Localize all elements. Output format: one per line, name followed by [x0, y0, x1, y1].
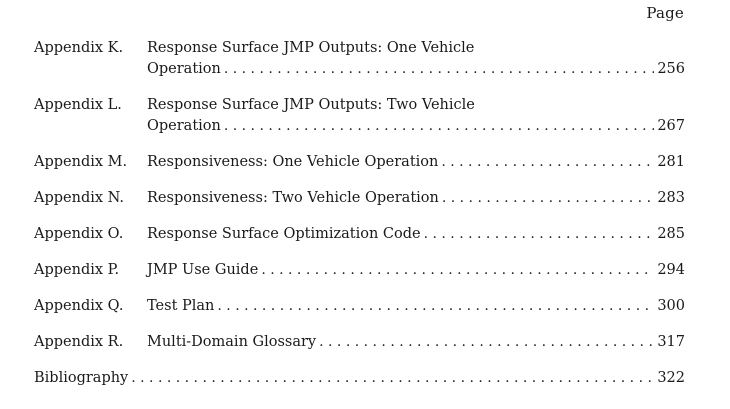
toc-entry-prefix: Appendix P. — [34, 262, 120, 278]
toc-entry-page-number: 283 — [657, 190, 685, 206]
toc-entry-title: Bibliography — [34, 370, 129, 386]
toc-entry-title: Response Surface JMP Outputs: One Vehicle — [147, 40, 475, 56]
toc-entry-page-number: 267 — [657, 118, 685, 134]
toc-entry-prefix: Appendix R. — [34, 334, 124, 350]
toc-entry-page-number: 294 — [657, 262, 685, 278]
toc-entry-title: Response Surface Optimization Code — [147, 226, 421, 242]
toc-entry-page-number: 300 — [657, 298, 685, 314]
toc-entry-page-number: 281 — [657, 154, 685, 170]
toc-entry-title-continued: Operation — [147, 118, 221, 134]
toc-entry-title: Responsiveness: Two Vehicle Operation — [147, 190, 439, 206]
dot-leader — [217, 296, 654, 317]
toc-entry-bibliography[interactable] — [34, 368, 685, 389]
toc-entry-prefix: Appendix N. — [34, 190, 125, 206]
toc-entry-title: Responsiveness: One Vehicle Operation — [147, 154, 439, 170]
dot-leader — [319, 332, 654, 353]
toc-entry-appendix-l[interactable] — [34, 95, 685, 137]
toc-entry-title: Response Surface JMP Outputs: Two Vehicle — [147, 97, 475, 113]
page-column-header: Page — [646, 4, 684, 22]
dot-leader — [442, 188, 654, 209]
toc-entry-title: Test Plan — [147, 298, 215, 314]
toc-entry-prefix: Appendix K. — [34, 40, 124, 56]
dot-leader — [261, 260, 654, 281]
toc-entry-prefix: Appendix L. — [34, 97, 122, 113]
toc-entry-title: JMP Use Guide — [147, 262, 259, 278]
toc-entry-page-number: 317 — [657, 334, 685, 350]
toc-entry-title-continued: Operation — [147, 61, 221, 77]
table-of-contents — [34, 38, 685, 404]
toc-entry-appendix-o[interactable] — [34, 224, 685, 245]
toc-entry-prefix: Appendix O. — [34, 226, 124, 242]
toc-entry-page-number: 285 — [657, 226, 685, 242]
dot-leader — [224, 59, 654, 80]
toc-entry-appendix-m[interactable] — [34, 152, 685, 173]
toc-entry-appendix-p[interactable] — [34, 260, 685, 281]
dot-leader — [424, 224, 655, 245]
toc-entry-page-number: 256 — [657, 61, 685, 77]
dot-leader — [441, 152, 654, 173]
toc-entry-prefix: Appendix Q. — [34, 298, 124, 314]
toc-entry-appendix-r[interactable] — [34, 332, 685, 353]
toc-entry-prefix: Appendix M. — [34, 154, 128, 170]
toc-entry-page-number: 322 — [657, 370, 685, 386]
dot-leader — [224, 116, 654, 137]
toc-entry-appendix-q[interactable] — [34, 296, 685, 317]
toc-entry-title: Multi-Domain Glossary — [147, 334, 317, 350]
toc-entry-appendix-n[interactable] — [34, 188, 685, 209]
toc-entry-appendix-k[interactable] — [34, 38, 685, 80]
dot-leader — [131, 368, 654, 389]
